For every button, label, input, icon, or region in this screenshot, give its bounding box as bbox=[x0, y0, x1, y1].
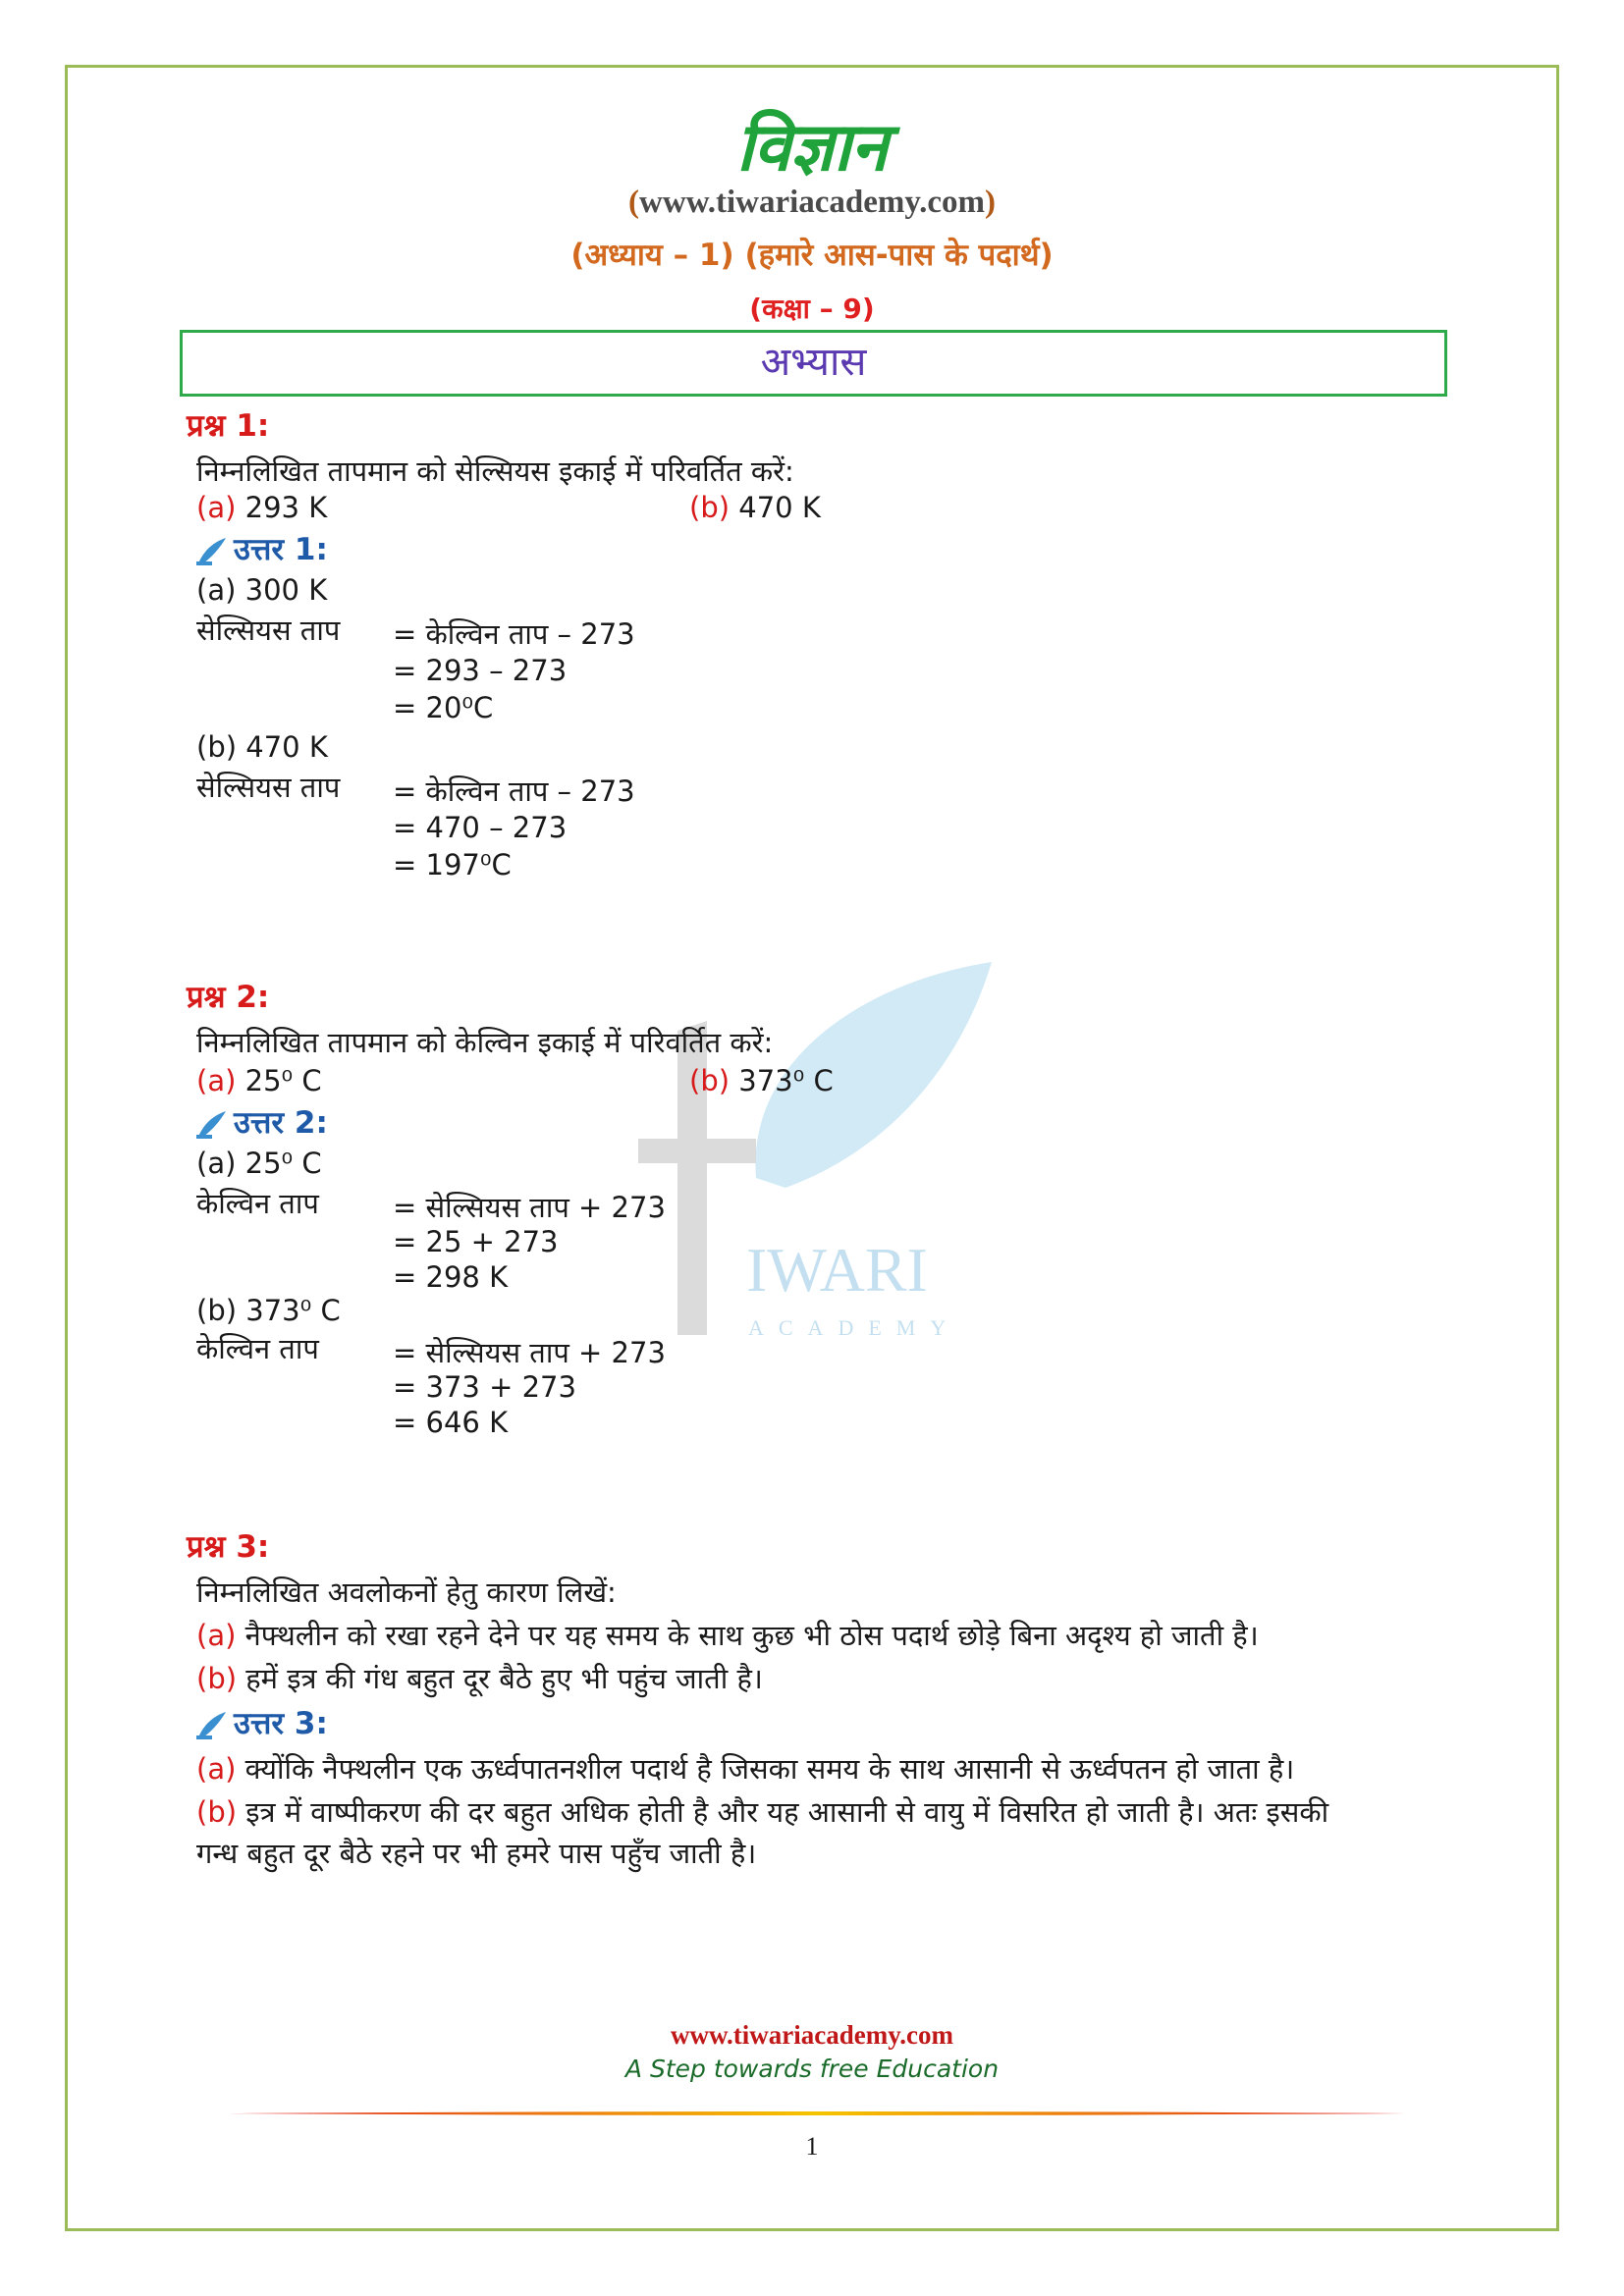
question-3-part-b-text: हमें इत्र की गंध बहुत दूर बैठे हुए भी पहुंच जाती है। bbox=[245, 1662, 763, 1695]
equation-line: = 20⁰C bbox=[393, 691, 494, 724]
quill-icon bbox=[194, 536, 228, 567]
option-value: 25⁰ C bbox=[244, 1064, 322, 1097]
answer-3-part-a bbox=[196, 1749, 1294, 1788]
equation-line: = 470 – 273 bbox=[393, 811, 568, 844]
footer-website[interactable]: www.tiwariacademy.com bbox=[671, 2020, 953, 2050]
equation-line: = सेल्सियस ताप + 273 bbox=[393, 1336, 666, 1369]
option-tag: (a) bbox=[196, 1064, 237, 1097]
answer-1-heading bbox=[194, 528, 328, 569]
footer-tagline: A Step towards free Education bbox=[624, 2055, 1000, 2083]
question-2-heading: प्रश्न 2: bbox=[187, 980, 270, 1015]
question-1-option-a bbox=[196, 491, 327, 524]
page-title: विज्ञान bbox=[735, 109, 889, 187]
option-tag: (a) bbox=[196, 1619, 237, 1652]
answer-3-part-b-text: इत्र में वाष्पीकरण की दर बहुत अधिक होती है और यह आसानी से वायु में विसरित हो जाती है। अतः इसकी bbox=[245, 1795, 1329, 1829]
option-value: 293 K bbox=[244, 491, 328, 524]
class-label: (कक्षा – 9) bbox=[749, 293, 875, 325]
question-2-option-b bbox=[689, 1064, 834, 1097]
question-3-part-b bbox=[196, 1659, 763, 1697]
question-2-option-a bbox=[196, 1064, 322, 1097]
answer-2-part-a-label: केल्विन ताप bbox=[196, 1187, 319, 1220]
watermark-letter-t-bar bbox=[638, 1139, 756, 1163]
answer-2-heading bbox=[194, 1101, 328, 1143]
option-tag: (b) bbox=[196, 1795, 238, 1829]
header-website-text: www.tiwariacademy.com bbox=[639, 185, 985, 220]
watermark-brand: IWARI bbox=[746, 1235, 928, 1305]
equation-line: = सेल्सियस ताप + 273 bbox=[393, 1191, 666, 1224]
option-value: 470 K bbox=[738, 491, 821, 524]
option-tag: (a) bbox=[196, 491, 237, 524]
answer-1-part-a-title: (a) 300 K bbox=[196, 573, 328, 607]
question-2-text: निम्नलिखित तापमान को केल्विन इकाई में परिवर्तित करें: bbox=[196, 1026, 774, 1059]
equation-line: = 293 – 273 bbox=[393, 654, 568, 687]
answer-2-label: उत्तर 2: bbox=[234, 1105, 328, 1141]
option-tag: (b) bbox=[689, 1064, 731, 1097]
equation-line: = 197⁰C bbox=[393, 848, 512, 881]
option-tag: (b) bbox=[196, 1662, 238, 1695]
answer-2-part-a-title: (a) 25⁰ C bbox=[196, 1147, 322, 1180]
quill-icon bbox=[194, 1109, 228, 1141]
answer-3-part-a-text: क्योंकि नैफ्थलीन एक ऊर्ध्वपातनशील पदार्थ है जिसका समय के साथ आसानी से ऊर्ध्वपतन हो जाता है। bbox=[244, 1752, 1295, 1786]
page-number: 1 bbox=[805, 2132, 819, 2161]
equation-line: = 373 + 273 bbox=[393, 1370, 576, 1404]
question-1-text: निम्नलिखित तापमान को सेल्सियस इकाई में परिवर्तित करें: bbox=[196, 454, 794, 488]
equation-line: = 646 K bbox=[393, 1406, 509, 1439]
question-1-heading: प्रश्न 1: bbox=[187, 408, 270, 444]
question-3-heading: प्रश्न 3: bbox=[187, 1529, 270, 1565]
footer-divider bbox=[228, 2110, 1406, 2116]
question-1-option-b bbox=[689, 491, 821, 524]
answer-3-label: उत्तर 3: bbox=[234, 1706, 328, 1741]
equation-line: = केल्विन ताप – 273 bbox=[393, 617, 635, 651]
watermark-sub: ACADEMY bbox=[748, 1315, 961, 1340]
quill-icon bbox=[194, 1710, 228, 1741]
header-website[interactable] bbox=[0, 185, 1624, 221]
equation-line: = केल्विन ताप – 273 bbox=[393, 774, 635, 808]
question-3-text: निम्नलिखित अवलोकनों हेतु कारण लिखें: bbox=[196, 1575, 617, 1609]
answer-2-part-b-label: केल्विन ताप bbox=[196, 1332, 319, 1365]
equation-line: = 298 K bbox=[393, 1260, 509, 1294]
answer-1-label: उत्तर 1: bbox=[234, 532, 328, 567]
section-title: अभ्यास bbox=[180, 330, 1447, 397]
option-value: 373⁰ C bbox=[738, 1064, 834, 1097]
header-website-open: ( bbox=[628, 185, 640, 220]
tiwari-academy-watermark bbox=[638, 942, 1011, 1364]
answer-1-part-b-title: (b) 470 K bbox=[196, 730, 328, 764]
answer-3-part-b bbox=[196, 1792, 1328, 1831]
header-website-close: ) bbox=[984, 185, 996, 220]
option-tag: (b) bbox=[689, 491, 731, 524]
answer-1-part-a-label: सेल्सियस ताप bbox=[196, 614, 341, 647]
answer-1-part-b-label: सेल्सियस ताप bbox=[196, 771, 341, 804]
answer-2-part-b-title: (b) 373⁰ C bbox=[196, 1294, 341, 1327]
question-3-part-a bbox=[196, 1616, 1259, 1654]
equation-line: = 25 + 273 bbox=[393, 1225, 559, 1258]
option-tag: (a) bbox=[196, 1752, 237, 1786]
answer-3-part-b-continued: गन्ध बहुत दूर बैठे रहने पर भी हमरे पास पहुँच जाती है। bbox=[196, 1837, 757, 1870]
answer-3-heading bbox=[194, 1702, 328, 1743]
question-3-part-a-text: नैफ्थलीन को रखा रहने देने पर यह समय के साथ कुछ भी ठोस पदार्थ छोड़े बिना अदृश्य हो जाती है। bbox=[244, 1619, 1259, 1652]
chapter-title: (अध्याय – 1) (हमारे आस-पास के पदार्थ) bbox=[570, 238, 1054, 273]
